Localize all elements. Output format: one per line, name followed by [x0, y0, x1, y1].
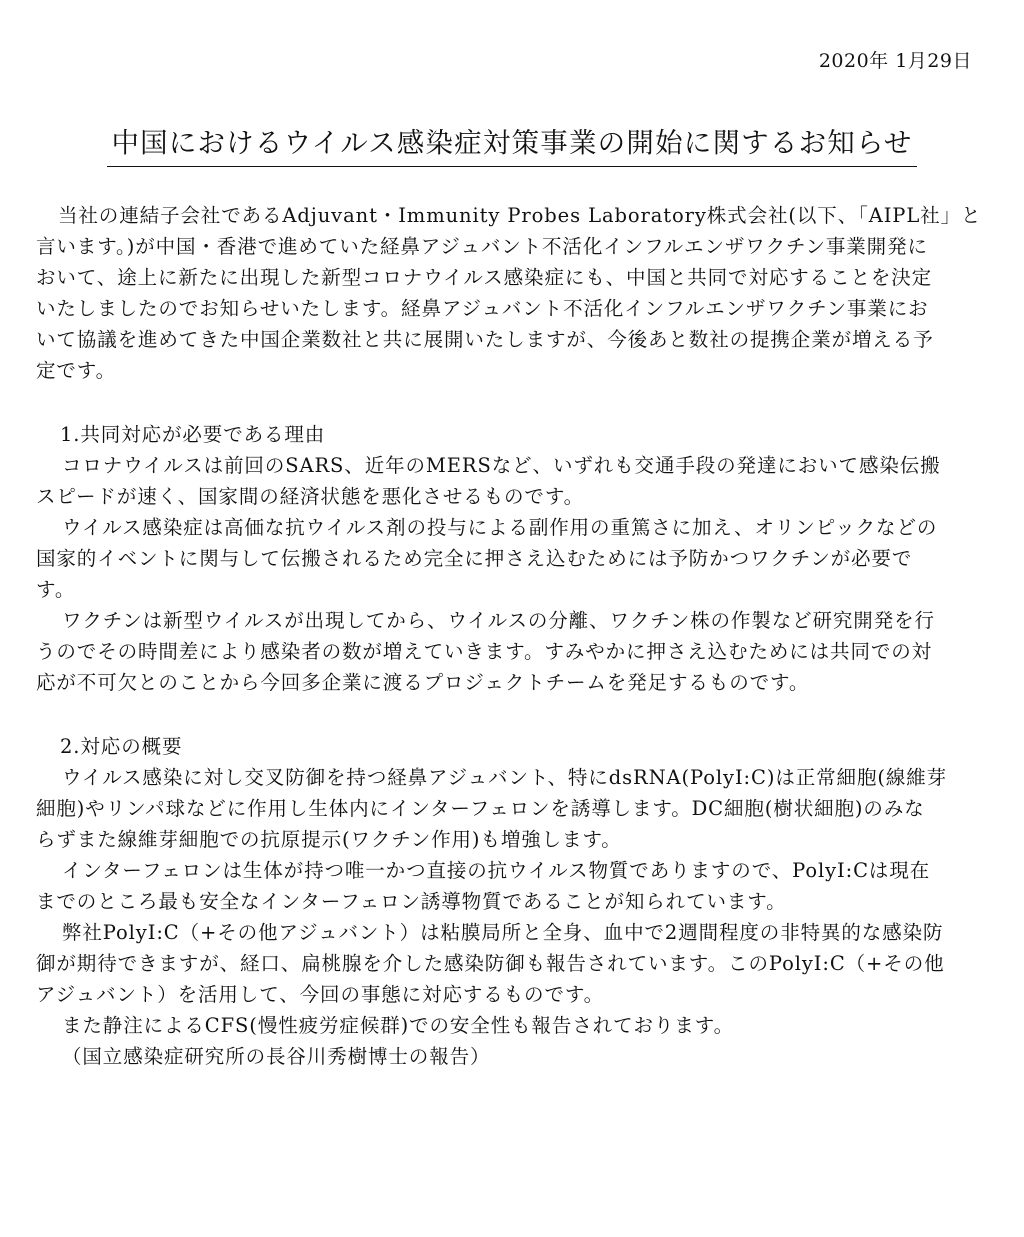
paragraph-line: らずまた線維芽細胞での抗原提示(ワクチン作用)も増強します。 [36, 828, 622, 851]
paragraph-line: す。 [36, 578, 76, 601]
intro-line: いたしましたのでお知らせいたします。経鼻アジュバント不活化インフルエンザワクチン事業にお [36, 297, 929, 320]
section-2-heading: 2.対応の概要 [60, 735, 183, 758]
document-title: 中国におけるウイルス感染症対策事業の開始に関するお知らせ [107, 120, 916, 167]
section-1 [36, 419, 982, 698]
spacer [36, 698, 982, 729]
source-note: （国立感染症研究所の長谷川秀樹博士の報告） [62, 1045, 491, 1068]
section-1-heading: 1.共同対応が必要である理由 [60, 423, 326, 446]
section-1-paragraph [36, 605, 982, 698]
paragraph-line: コロナウイルスは前回のSARS、近年のMERSなど、いずれも交通手段の発達において感染伝搬 [62, 454, 941, 477]
section-2-paragraph [36, 1010, 982, 1041]
paragraph-line: インターフェロンは生体が持つ唯一かつ直接の抗ウイルス物質でありますので、PolyI:Cは現在 [62, 859, 931, 882]
section-2-paragraph [36, 762, 982, 855]
paragraph-line: までのところ最も安全なインターフェロン誘導物質であることが知られています。 [36, 890, 787, 913]
paragraph-line: ワクチンは新型ウイルスが出現してから、ウイルスの分離、ワクチン株の作製など研究開発を行 [62, 609, 935, 632]
paragraph-line: ウイルス感染症は高価な抗ウイルス剤の投与による副作用の重篤さに加え、オリンピックなどの [62, 516, 938, 539]
paragraph-line: うのでその時間差により感染者の数が増えていきます。すみやかに押さえ込むためには共同での対 [36, 640, 933, 663]
intro-line: いて協議を進めてきた中国企業数社と共に展開いたしますが、今後あと数社の提携企業が増える予 [36, 328, 934, 351]
paragraph-line: 御が期待できますが、経口、扁桃腺を介した感染防御も報告されています。このPolyI:C（+その他 [36, 952, 945, 975]
intro-line: おいて、途上に新たに出現した新型コロナウイルス感染症にも、中国と共同で対応することを決定 [36, 266, 933, 289]
paragraph-line: スピードが速く、国家間の経済状態を悪化させるものです。 [36, 485, 585, 508]
paragraph-line: 国家的イベントに関与して伝搬されるため完全に押さえ込むためには予防かつワクチンが必要で [36, 547, 913, 570]
section-2-paragraph [36, 855, 982, 917]
intro-line: 当社の連結子会社であるAdjuvant・Immunity Probes Laboratory株式会社(以下、「AIPL社」と [58, 204, 982, 227]
paragraph-line: 細胞)やリンパ球などに作用し生体内にインターフェロンを誘導します。DC細胞(樹状細胞)のみな [36, 797, 925, 820]
intro-line: 定です。 [36, 359, 117, 382]
document-date: 2020年 1月29日 [818, 50, 972, 72]
paragraph-line: 弊社PolyI:C（+その他アジュバント）は粘膜局所と全身、血中で2週間程度の非特異的な感染防 [62, 921, 944, 944]
section-2-paragraph [36, 917, 982, 1010]
title-container [0, 120, 1024, 167]
paragraph-line: また静注によるCFS(慢性疲労症候群)での安全性も報告されております。 [62, 1014, 734, 1037]
document-body [36, 200, 982, 1072]
intro-line: 言います。)が中国・香港で進めていた経鼻アジュバント不活化インフルエンザワクチン事業開発に [36, 235, 928, 258]
paragraph-line: 応が不可欠とのことから今回多企業に渡るプロジェクトチームを発足するものです。 [36, 671, 810, 694]
spacer [36, 386, 982, 417]
section-2 [36, 731, 982, 1072]
section-1-paragraph [36, 512, 982, 605]
paragraph-line: アジュバント）を活用して、今回の事態に対応するものです。 [36, 983, 605, 1006]
section-1-paragraph [36, 450, 982, 512]
paragraph-line: ウイルス感染に対し交叉防御を持つ経鼻アジュバント、特にdsRNA(PolyI:C)は正常細胞(線維芽 [62, 766, 948, 789]
intro-paragraph [36, 200, 982, 386]
